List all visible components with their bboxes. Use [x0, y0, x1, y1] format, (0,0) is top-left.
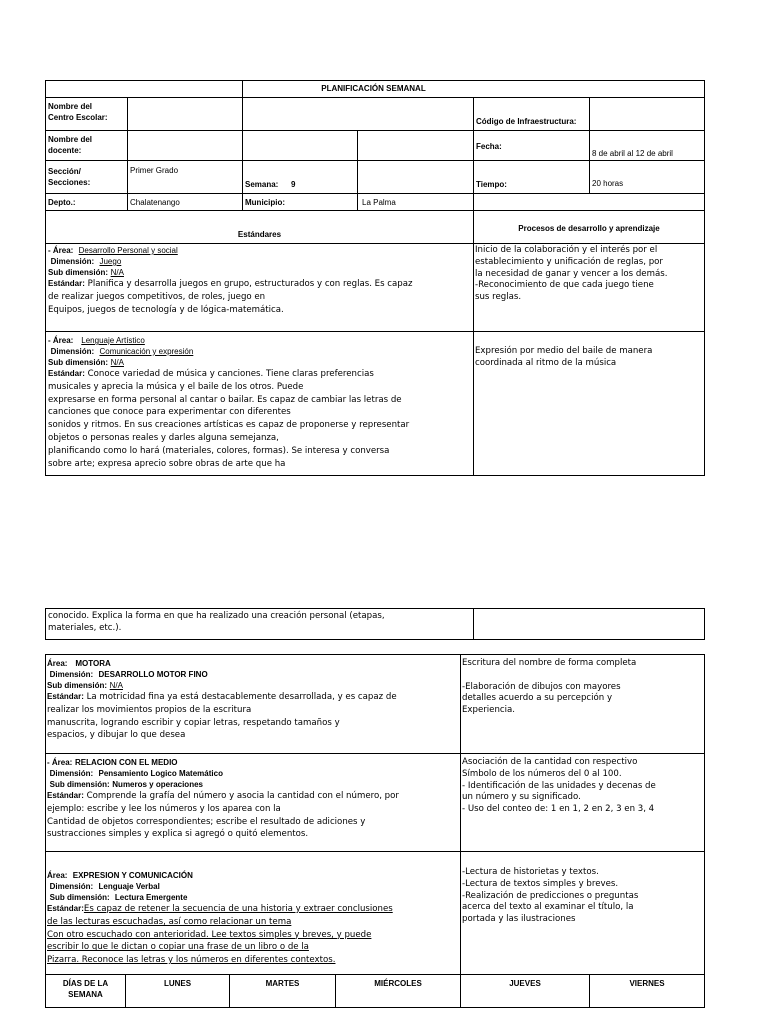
seccion-label: Sección/ Secciones: [48, 167, 91, 187]
procesos-personal-social: Inicio de la colaboración y el interés por el establecimiento y unificación de reglas, por la necesidad de ganar y vencer a los demás. -Reconocimiento de que cada juego tiene sus reglas. [475, 245, 668, 303]
standard-block-expresion-comunicacion: Área: EXPRESION Y COMUNICACIÓN Dimensión: Lenguaje Verbal Sub dimensión: Lectura Emergente Estándar:Es capaz de retener la secuencia de una historia y extraer conclusiones de las lecturas escuchadas, así como relacionar un tema Con otro escuchado con anterioridad. Lee textos simples y breves, y puede escribir lo que le dictan o copiar una frase de un libro o de la Pizarra. Reconoce las letras y los números en diferentes contextos. [47, 871, 393, 966]
day-martes: MARTES [265, 979, 300, 988]
semana-cell [243, 178, 356, 191]
day-viernes: VIERNES [629, 979, 665, 988]
docente-label: Nombre del docente: [48, 135, 93, 155]
seccion-value: Primer Grado [130, 166, 179, 175]
planning-table-page1 [45, 80, 705, 476]
fecha-value: 8 de abril al 12 de abril [592, 149, 673, 158]
day-miercoles: MIÉRCOLES [374, 979, 422, 988]
depto-label: Depto.: [48, 198, 76, 207]
semana-label: Semana: [245, 180, 279, 189]
continuation-row [45, 608, 705, 640]
continuation-text: conocido. Explica la forma en que ha realizado una creación personal (etapas, materiales, etc.). [48, 611, 385, 633]
estandares-header: Estándares [237, 230, 282, 239]
centro-label: Nombre del Centro Escolar: [48, 102, 108, 122]
day-lunes: LUNES [163, 979, 192, 988]
depto-value: Chalatenango [130, 198, 180, 207]
procesos-expresion-comunicacion: -Lectura de historietas y textos. -Lectura de textos simples y breves. -Realización de predicciones o preguntas acerca del texto al examinar el título, la portada y las ilustraciones [462, 867, 639, 925]
day-jueves: JUEVES [509, 979, 541, 988]
procesos-relacion-medio: Asociación de la cantidad con respectivo Símbolo de los números del 0 al 100. - Identificación de las unidades y decenas de un número y su significado. - Uso del conteo de: 1 en 1, 2 en 2, 3 en 3, 4 [462, 757, 656, 815]
procesos-header: Procesos de desarrollo y aprendizaje [518, 224, 660, 233]
tiempo-value: 20 horas [592, 179, 624, 188]
planning-title: PLANIFICACIÓN SEMANAL [321, 84, 426, 93]
infra-label: Código de Infraestructura: [476, 117, 577, 126]
fecha-label: Fecha: [476, 142, 502, 151]
standard-block-lenguaje-artistico: - Área: Lenguaje Artístico Dimensión: Comunicación y expresión Sub dimensión: N/A Estándar: Conoce variedad de música y canciones. Tiene claras preferencias musicales y aprecia la música y el baile de los otros. Puede expresarse en forma personal al cantar o bailar. Es capaz de cambiar las letras de canciones que conoce para experimentar con diferentes sonidos y ritmos. En sus creaciones artísticas es capaz de proponerse y representar objetos o personas reales y darles alguna semejanza, planificando como lo hará (materiales, colores, formas). Se interesa y conversa sobre arte; expresa aprecio sobre obras de arte que ha [48, 336, 410, 469]
standard-block-relacion-medio: - Área: RELACION CON EL MEDIO Dimensión: Pensamiento Logico Matemático Sub dimensión: Numeros y operaciones Estándar: Comprende la grafía del número y asocia la cantidad con el número, por ejemplo: escribe y lee los números y los aparea con la Cantidad de objetos correspondientes; escribe el resultado de adiciones y sustracciones simples y explica si agregó o quitó elementos. [47, 758, 399, 840]
semana-value: 9 [291, 180, 296, 189]
tiempo-label: Tiempo: [476, 180, 507, 189]
days-of-week-label: DÍAS DE LA SEMANA [62, 979, 109, 999]
standard-block-personal-social: - Área: Desarrollo Personal y social Dimensión: Juego Sub dimensión: N/A Estándar: Planifica y desarrolla juegos en grupo, estructurados y con reglas. Es capaz de realizar juegos competitivos, de roles, juego en Equipos, juegos de tecnología y de lógica-matemática. [48, 246, 413, 315]
procesos-lenguaje-artistico: Expresión por medio del baile de manera coordinada al ritmo de la música [475, 346, 653, 368]
municipio-value: La Palma [362, 198, 396, 207]
municipio-label: Municipio: [245, 198, 285, 207]
procesos-motora: Escritura del nombre de forma completa -Elaboración de dibujos con mayores detalles acuerdo a su percepción y Experiencia. [462, 658, 637, 716]
standard-block-motora: Área: MOTORA Dimensión: DESARROLLO MOTOR FINO Sub dimensión: N/A Estándar: La motricidad fina ya está destacablemente desarrollada, y es capaz de realizar los movimientos propios de la escritura manuscrita, logrando escribir y copiar letras, respetando tamaños y espacios, y dibujar lo que desea [47, 659, 397, 741]
planning-table-page2 [45, 654, 705, 1008]
